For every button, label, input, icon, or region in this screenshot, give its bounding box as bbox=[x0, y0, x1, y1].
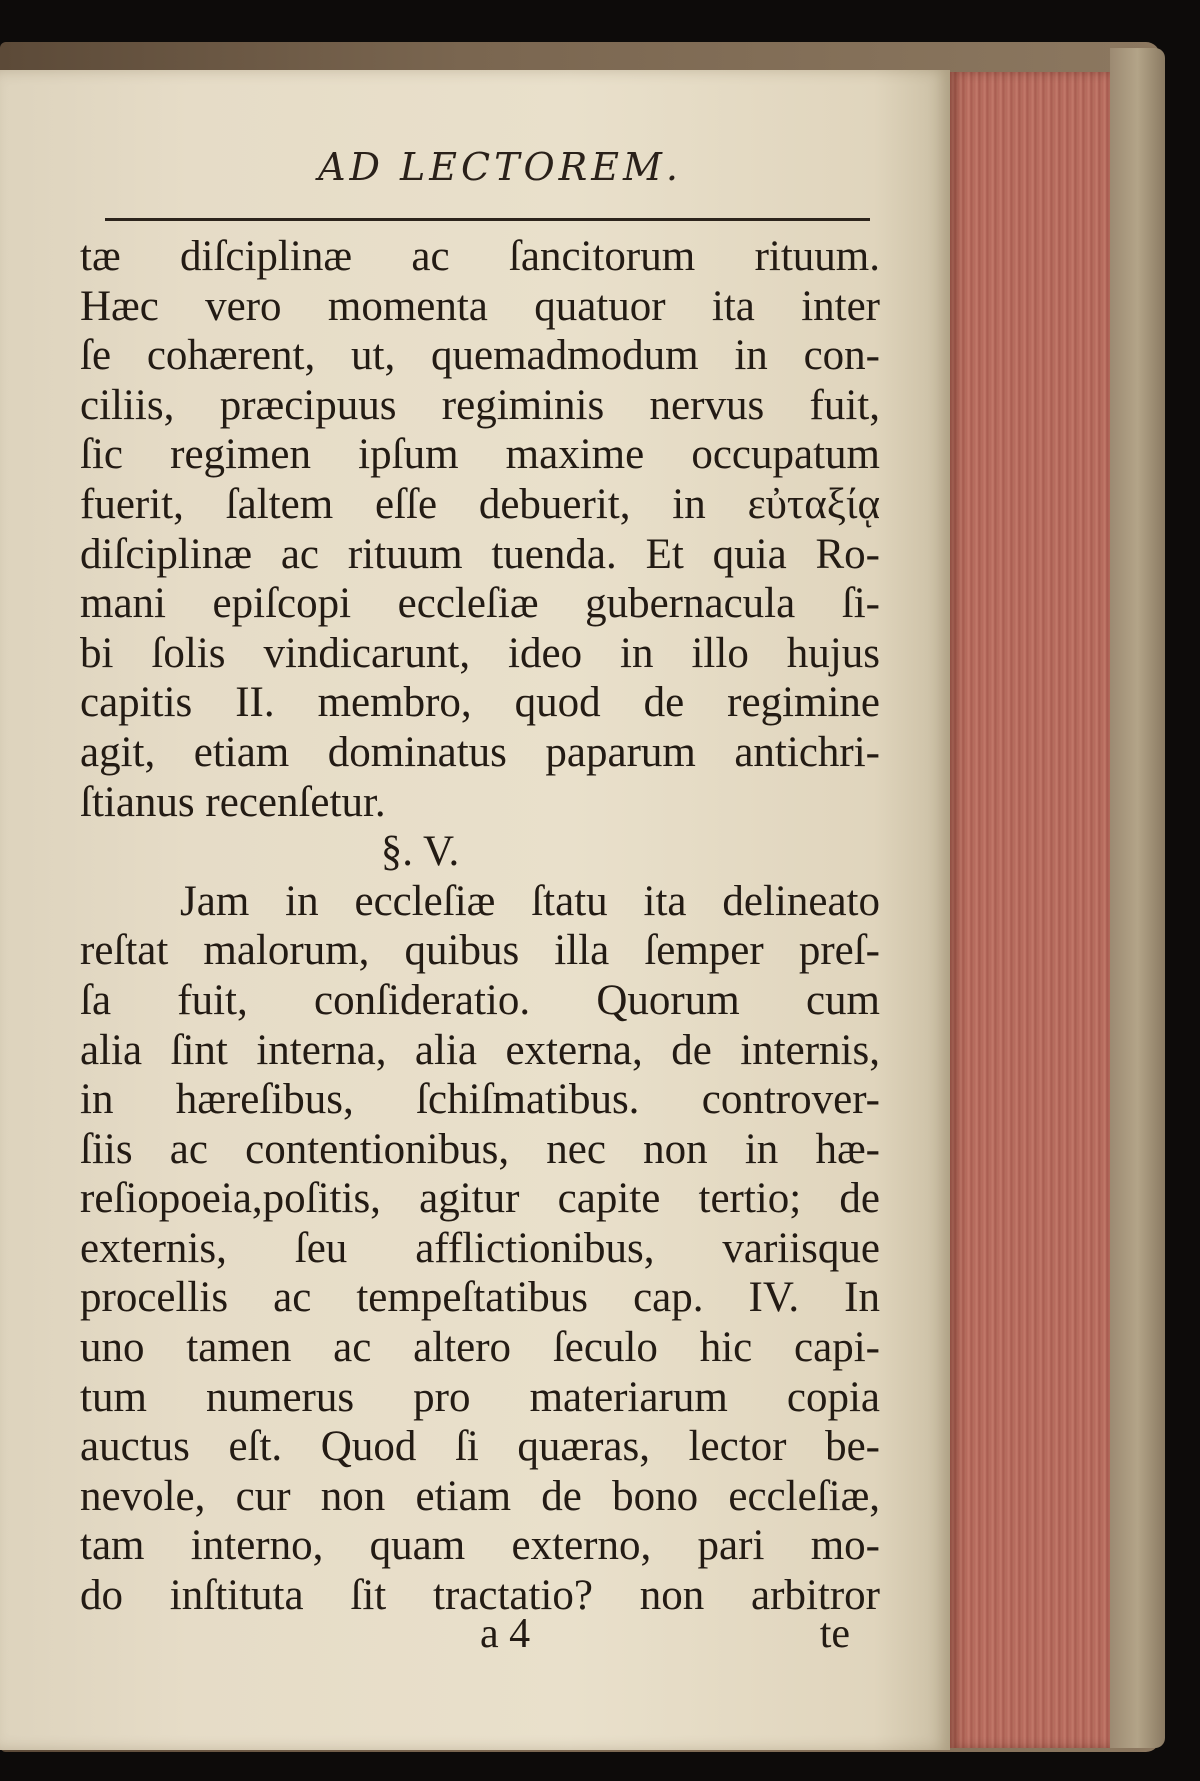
text-line: ciliis, præcipuus regiminis nervus fuit, bbox=[80, 381, 880, 429]
text-line: Hæc vero momenta quatuor ita inter bbox=[80, 282, 880, 330]
text-line: reſiopoeia,poſitis, agitur capite tertio; de bbox=[80, 1175, 880, 1223]
header-text: AD LECTOREM. bbox=[318, 145, 682, 189]
text-line: ſtianus recenſetur. bbox=[80, 778, 386, 826]
catchword: te bbox=[819, 1611, 850, 1657]
body-text bbox=[80, 232, 880, 1621]
section-heading: §. V. bbox=[380, 828, 460, 876]
signature-mark: a 4 bbox=[480, 1611, 531, 1657]
text-line: nevole, cur non etiam de bono eccleſiæ, bbox=[80, 1472, 880, 1520]
page-footer bbox=[80, 1610, 850, 1660]
text-line: ſe cohærent, ut, quemadmodum in con- bbox=[80, 332, 880, 380]
text-line: procellis ac tempeſtatibus cap. IV. In bbox=[80, 1274, 880, 1322]
page-edges bbox=[950, 72, 1110, 1748]
text-line: mani epiſcopi eccleſiæ gubernacula ſi- bbox=[80, 580, 880, 628]
text-line: alia ſint interna, alia externa, de internis, bbox=[80, 1026, 880, 1074]
text-line: ſiis ac contentionibus, nec non in hæ- bbox=[80, 1125, 880, 1173]
text-line: ſa fuit, conſideratio. Quorum cum bbox=[80, 976, 880, 1024]
text-line: do inſtituta ſit tractatio? non arbitror bbox=[80, 1572, 880, 1620]
text-line: ſic regimen ipſum maxime occupatum bbox=[80, 431, 880, 479]
text-line: Jam in eccleſiæ ſtatu ita delineato bbox=[180, 877, 880, 925]
text-line: tæ diſciplinæ ac ſancitorum rituum. bbox=[80, 233, 880, 280]
text-line: tum numerus pro materiarum copia bbox=[80, 1373, 880, 1421]
text-line: bi ſolis vindicarunt, ideo in illo hujus bbox=[80, 629, 880, 677]
text-line: in hæreſibus, ſchiſmatibus. controver- bbox=[80, 1076, 880, 1124]
text-line: uno tamen ac altero ſeculo hic capi- bbox=[80, 1324, 880, 1372]
header-rule bbox=[105, 218, 870, 221]
book-board-edge bbox=[1110, 48, 1165, 1748]
text-line: reſtat malorum, quibus illa ſemper preſ- bbox=[80, 927, 880, 975]
text-line: diſciplinæ ac rituum tuenda. Et quia Ro- bbox=[80, 530, 880, 578]
text-line: externis, ſeu afflictionibus, variisque bbox=[80, 1224, 880, 1272]
text-line: tam interno, quam externo, pari mo- bbox=[80, 1522, 880, 1570]
text-line: agit, etiam dominatus paparum antichri- bbox=[80, 728, 880, 776]
text-line: capitis II. membro, quod de regimine bbox=[80, 679, 880, 727]
text-line: fuerit, ſaltem eſſe debuerit, in εὐταξίᾳ bbox=[80, 480, 880, 528]
text-line: auctus eſt. Quod ſi quæras, lector be- bbox=[80, 1423, 880, 1471]
running-header bbox=[0, 145, 950, 189]
